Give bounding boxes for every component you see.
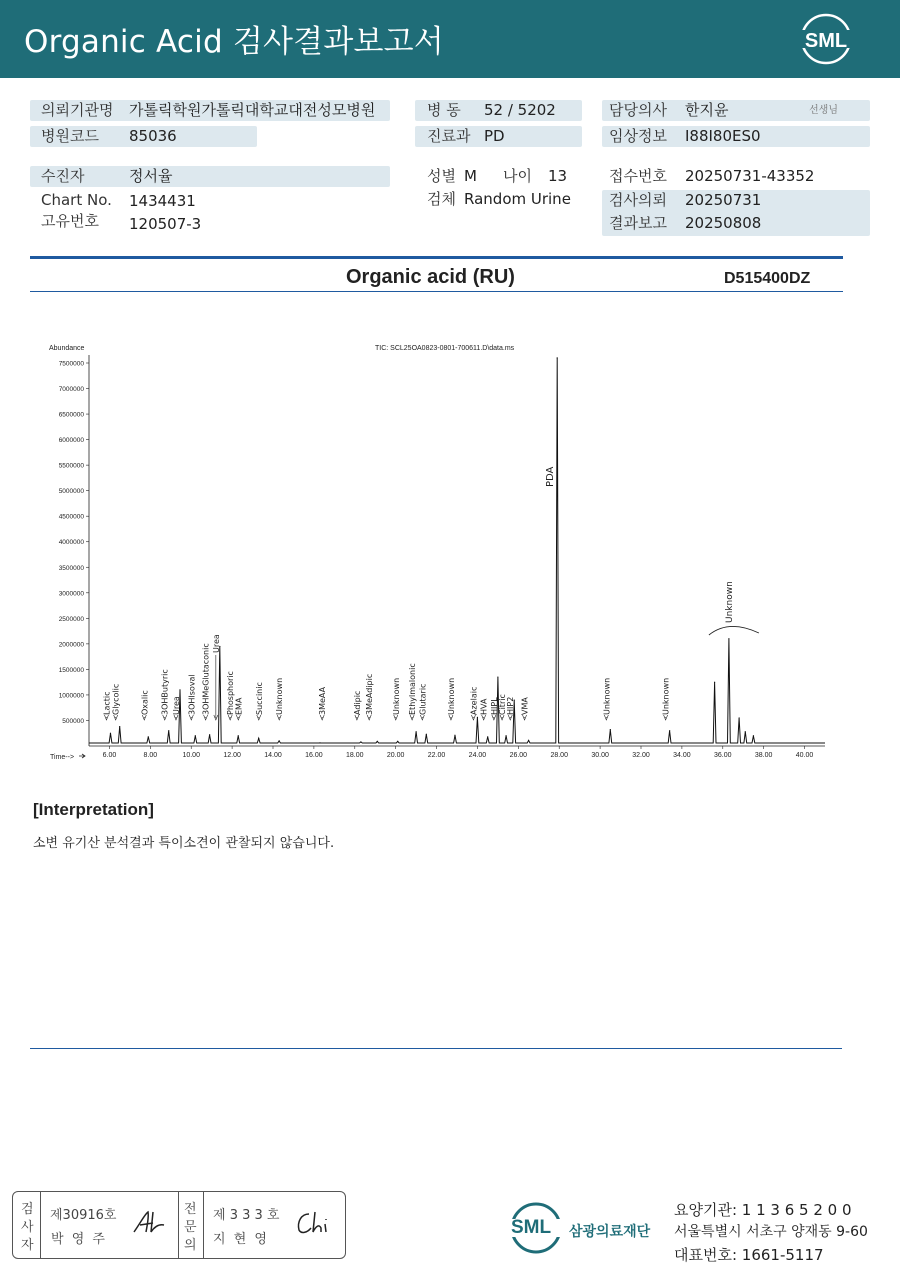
annotation-label: 3MeAA bbox=[318, 686, 328, 715]
chart-peak bbox=[454, 735, 455, 736]
y-tick-label: 5500000 bbox=[58, 462, 84, 470]
annotation-label: HVA bbox=[479, 698, 489, 715]
receipt-label: 접수번호 bbox=[609, 167, 667, 185]
title-rule-bottom bbox=[30, 291, 843, 292]
request-date-label: 검사의뢰 bbox=[609, 191, 667, 209]
patient-name: 정서율 bbox=[129, 167, 173, 185]
y-tick-label: 3000000 bbox=[58, 590, 84, 598]
annotation-label: 3OHMeGlutaconic bbox=[201, 643, 211, 715]
sex: M bbox=[464, 167, 477, 185]
requesting-org: 가톨릭학원가톨릭대학교대전성모병원 bbox=[129, 101, 376, 119]
hospital-code-label: 병원코드 bbox=[41, 127, 99, 145]
annotation-label: Unknown bbox=[602, 677, 612, 715]
patient-label: 수진자 bbox=[41, 167, 85, 185]
chart-peak bbox=[377, 741, 378, 742]
footer-phone: 대표번호: 1661-5117 bbox=[674, 1246, 824, 1264]
annotation-label: Glycolic bbox=[111, 683, 121, 715]
specimen: Random Urine bbox=[464, 190, 571, 208]
annotation-label: Glutaric bbox=[418, 683, 428, 715]
peak-annotation bbox=[102, 691, 111, 720]
report-title: Organic Acid 검사결과보고서 bbox=[24, 24, 444, 60]
annotation-label: Citric bbox=[498, 694, 508, 715]
annotation-label: Ethylmalonic bbox=[408, 663, 418, 715]
annotation-label: HIPL bbox=[489, 697, 499, 715]
footer-logo-text: SML bbox=[511, 1217, 552, 1238]
annotation-label: Unknown bbox=[446, 677, 456, 715]
chart-peak bbox=[505, 735, 506, 736]
peak-annotation bbox=[709, 581, 759, 635]
annotation-label: Adipic bbox=[352, 690, 362, 715]
y-tick-label: 500000 bbox=[62, 717, 84, 725]
receipt-no: 20250731-43352 bbox=[685, 167, 815, 185]
hospital-code: 85036 bbox=[129, 127, 177, 145]
unique-no: 120507-3 bbox=[129, 215, 202, 233]
peak-annotation bbox=[662, 678, 671, 720]
x-tick-label: 38.00 bbox=[754, 752, 773, 759]
x-tick-label: 28.00 bbox=[550, 752, 568, 759]
x-tick-label: 32.00 bbox=[632, 752, 650, 759]
annotation-label: Azelaic bbox=[469, 686, 479, 715]
x-tick-label: 14.00 bbox=[264, 752, 282, 759]
request-date: 20250731 bbox=[685, 191, 762, 209]
specialist-name: 지 현 영 bbox=[213, 1232, 269, 1247]
chart-no: 1434431 bbox=[129, 192, 196, 210]
chromatogram-chart bbox=[40, 335, 840, 770]
peak-annotation bbox=[447, 678, 456, 720]
chart-peak bbox=[426, 734, 427, 735]
peak-annotation bbox=[353, 691, 362, 720]
chart-peak bbox=[557, 357, 558, 358]
dept-label: 진료과 bbox=[427, 127, 471, 145]
annotation-label: 3OHIsoval bbox=[187, 674, 197, 715]
y-tick-label: 5000000 bbox=[58, 488, 84, 496]
annotation-label: EMA bbox=[234, 697, 244, 715]
x-tick-label: 18.00 bbox=[346, 752, 364, 759]
report-date: 20250808 bbox=[685, 214, 762, 232]
peak-annotation bbox=[521, 697, 530, 720]
specialist-label-1: 전 bbox=[184, 1202, 197, 1217]
clinical-label: 임상정보 bbox=[609, 127, 667, 145]
ward-label: 병 동 bbox=[427, 101, 461, 119]
x-tick-label: 20.00 bbox=[386, 752, 405, 759]
requesting-org-label: 의뢰기관명 bbox=[41, 101, 114, 119]
y-tick-label: 6500000 bbox=[58, 411, 84, 419]
y-tick-label: 7000000 bbox=[58, 386, 84, 394]
y-tick-label: 4000000 bbox=[58, 539, 84, 547]
x-tick-label: 36.00 bbox=[714, 752, 732, 759]
peak-annotation bbox=[112, 684, 121, 720]
inspector-label-2: 사 bbox=[21, 1220, 34, 1235]
chart-peak bbox=[669, 730, 670, 731]
annotation-label: Urea bbox=[171, 696, 181, 715]
x-axis-arrow-icon bbox=[79, 754, 85, 758]
chart-peak bbox=[714, 682, 715, 683]
chart-peak bbox=[195, 735, 196, 736]
peak-annotation bbox=[392, 678, 401, 720]
annotation-label: Succinic bbox=[254, 682, 264, 715]
sig-divider bbox=[40, 1192, 41, 1258]
y-tick-label: 2500000 bbox=[58, 615, 84, 623]
care-institution-no: 요양기관: 1 1 3 6 5 2 0 0 bbox=[674, 1201, 852, 1219]
peak-annotation bbox=[234, 697, 243, 720]
x-tick-label: 8.00 bbox=[143, 752, 158, 759]
annotation-label: Phosphoric bbox=[226, 671, 236, 715]
y-tick-label: 4500000 bbox=[58, 513, 84, 521]
peak-annotation bbox=[161, 669, 170, 720]
chart-peak bbox=[258, 738, 259, 739]
chart-peak bbox=[119, 726, 120, 727]
specialist-license: 제 3 3 3 호 bbox=[213, 1208, 280, 1223]
report-date-label: 결과보고 bbox=[609, 214, 667, 232]
chart-peak bbox=[416, 731, 417, 732]
chart-peak bbox=[739, 717, 740, 718]
signature-box bbox=[12, 1191, 346, 1259]
ward: 52 / 5202 bbox=[484, 101, 556, 119]
header-bar bbox=[0, 0, 900, 78]
chart-peak bbox=[753, 735, 754, 736]
chart-peak bbox=[497, 676, 498, 677]
x-tick-label: 40.00 bbox=[795, 752, 814, 759]
peak-annotation bbox=[469, 687, 478, 720]
unique-no-label: 고유번호 bbox=[41, 212, 99, 230]
chart-peak bbox=[728, 638, 729, 639]
inspector-label-1: 검 bbox=[21, 1202, 34, 1217]
chart-peak bbox=[279, 740, 280, 741]
y-tick-label: 3500000 bbox=[58, 564, 84, 572]
inspector-name: 박 영 주 bbox=[51, 1232, 107, 1247]
specialist-label-2: 문 bbox=[184, 1220, 197, 1235]
annotation-label: HIP2 bbox=[506, 696, 516, 715]
footer-org-name: 삼광의료재단 bbox=[569, 1224, 651, 1240]
inspector-signature-icon bbox=[131, 1208, 173, 1238]
chart-peak bbox=[477, 717, 478, 718]
chart-report-title: Organic acid (RU) bbox=[346, 266, 515, 288]
chart-trace bbox=[89, 357, 825, 743]
age-label: 나이 bbox=[503, 167, 532, 185]
interpretation-heading: [Interpretation] bbox=[33, 800, 154, 819]
annotation-label: PDA bbox=[545, 466, 557, 487]
clinical-info: I88I80ES0 bbox=[685, 127, 761, 145]
age: 13 bbox=[548, 167, 568, 185]
x-tick-label: 10.00 bbox=[182, 752, 200, 759]
doctor: 한지윤 bbox=[685, 101, 729, 119]
chart-peak bbox=[487, 736, 488, 737]
sml-logo bbox=[798, 12, 854, 66]
x-tick-label: 16.00 bbox=[305, 752, 323, 759]
peak-annotation bbox=[318, 686, 327, 720]
doctor-label: 담당의사 bbox=[609, 101, 667, 119]
chart-title: TIC: SCL25OA0823-0801-700611.D\data.ms bbox=[375, 345, 515, 352]
x-axis-label: Time--> bbox=[50, 754, 75, 761]
peak-annotation bbox=[202, 643, 211, 720]
specialist-label-3: 의 bbox=[184, 1238, 197, 1253]
inspector-license: 제30916호 bbox=[50, 1208, 117, 1223]
annotation-label: Oxalic bbox=[140, 690, 150, 715]
annotation-label: Unknown bbox=[391, 677, 401, 715]
peak-annotation bbox=[255, 682, 264, 720]
y-tick-label: 1000000 bbox=[58, 692, 84, 700]
doctor-suffix: 선생님 bbox=[809, 105, 838, 116]
chart-peak bbox=[745, 731, 746, 732]
y-tick-label: 7500000 bbox=[58, 360, 84, 368]
peak-annotation bbox=[140, 690, 149, 720]
x-tick-label: 30.00 bbox=[591, 752, 609, 759]
chart-peak bbox=[319, 742, 320, 743]
dept: PD bbox=[484, 127, 505, 145]
chart-peak bbox=[397, 741, 398, 742]
x-tick-label: 6.00 bbox=[102, 752, 117, 759]
y-axis-label: Abundance bbox=[49, 345, 85, 352]
chart-peak bbox=[168, 730, 169, 731]
footer-address: 서울특별시 서초구 양재동 9-60 bbox=[674, 1224, 868, 1240]
logo-text: SML bbox=[804, 30, 848, 52]
specialist-signature-icon bbox=[293, 1208, 337, 1238]
specimen-label: 검체 bbox=[427, 190, 456, 208]
title-rule-top bbox=[30, 256, 843, 259]
chart-peak bbox=[360, 741, 361, 742]
annotation-label: Unknown bbox=[661, 677, 671, 715]
peak-annotation bbox=[365, 674, 374, 720]
interpretation-text: 소변 유기산 분석결과 특이소견이 관찰되지 않습니다. bbox=[33, 836, 335, 851]
peak-annotation bbox=[408, 663, 417, 720]
chart-peak bbox=[179, 689, 180, 690]
peak-annotation bbox=[275, 678, 284, 720]
chart-peak bbox=[610, 729, 611, 730]
chart-peak bbox=[148, 736, 149, 737]
chart-annotations bbox=[102, 466, 758, 720]
peak-annotation bbox=[602, 678, 611, 720]
chart-peak bbox=[209, 734, 210, 735]
inspector-label-3: 자 bbox=[21, 1238, 34, 1253]
bottom-rule bbox=[30, 1048, 842, 1049]
x-tick-label: 26.00 bbox=[509, 752, 528, 759]
annotation-label: 3MeAdipic bbox=[365, 673, 375, 715]
x-tick-label: 34.00 bbox=[673, 752, 691, 759]
y-tick-label: 6000000 bbox=[58, 437, 84, 445]
sex-label: 성별 bbox=[427, 167, 456, 185]
annotation-label: Unknown bbox=[724, 581, 735, 623]
sig-divider bbox=[178, 1192, 179, 1258]
peak-annotation bbox=[480, 698, 489, 720]
x-tick-label: 22.00 bbox=[427, 752, 446, 759]
y-tick-label: 2000000 bbox=[58, 641, 84, 649]
annotation-label: 3OHButyric bbox=[160, 669, 170, 715]
y-tick-label: 1500000 bbox=[58, 666, 84, 674]
test-code: D515400DZ bbox=[724, 270, 811, 287]
sig-divider bbox=[203, 1192, 204, 1258]
peak-annotation bbox=[545, 466, 556, 487]
tic-trace-line bbox=[89, 358, 825, 743]
chart-no-label: Chart No. bbox=[41, 191, 112, 209]
chart-peak bbox=[238, 735, 239, 736]
x-tick-label: 12.00 bbox=[223, 752, 241, 759]
peak-annotation bbox=[418, 684, 427, 720]
chart-peak bbox=[528, 740, 529, 741]
annotation-bracket bbox=[709, 626, 759, 635]
x-tick-label: 24.00 bbox=[468, 752, 487, 759]
annotation-label: Urea bbox=[211, 634, 221, 653]
peak-annotation bbox=[187, 674, 196, 720]
annotation-label: Lactic bbox=[102, 691, 112, 715]
annotation-label: Unknown bbox=[275, 677, 285, 715]
chart-peak bbox=[110, 733, 111, 734]
annotation-label: VMA bbox=[520, 697, 530, 715]
